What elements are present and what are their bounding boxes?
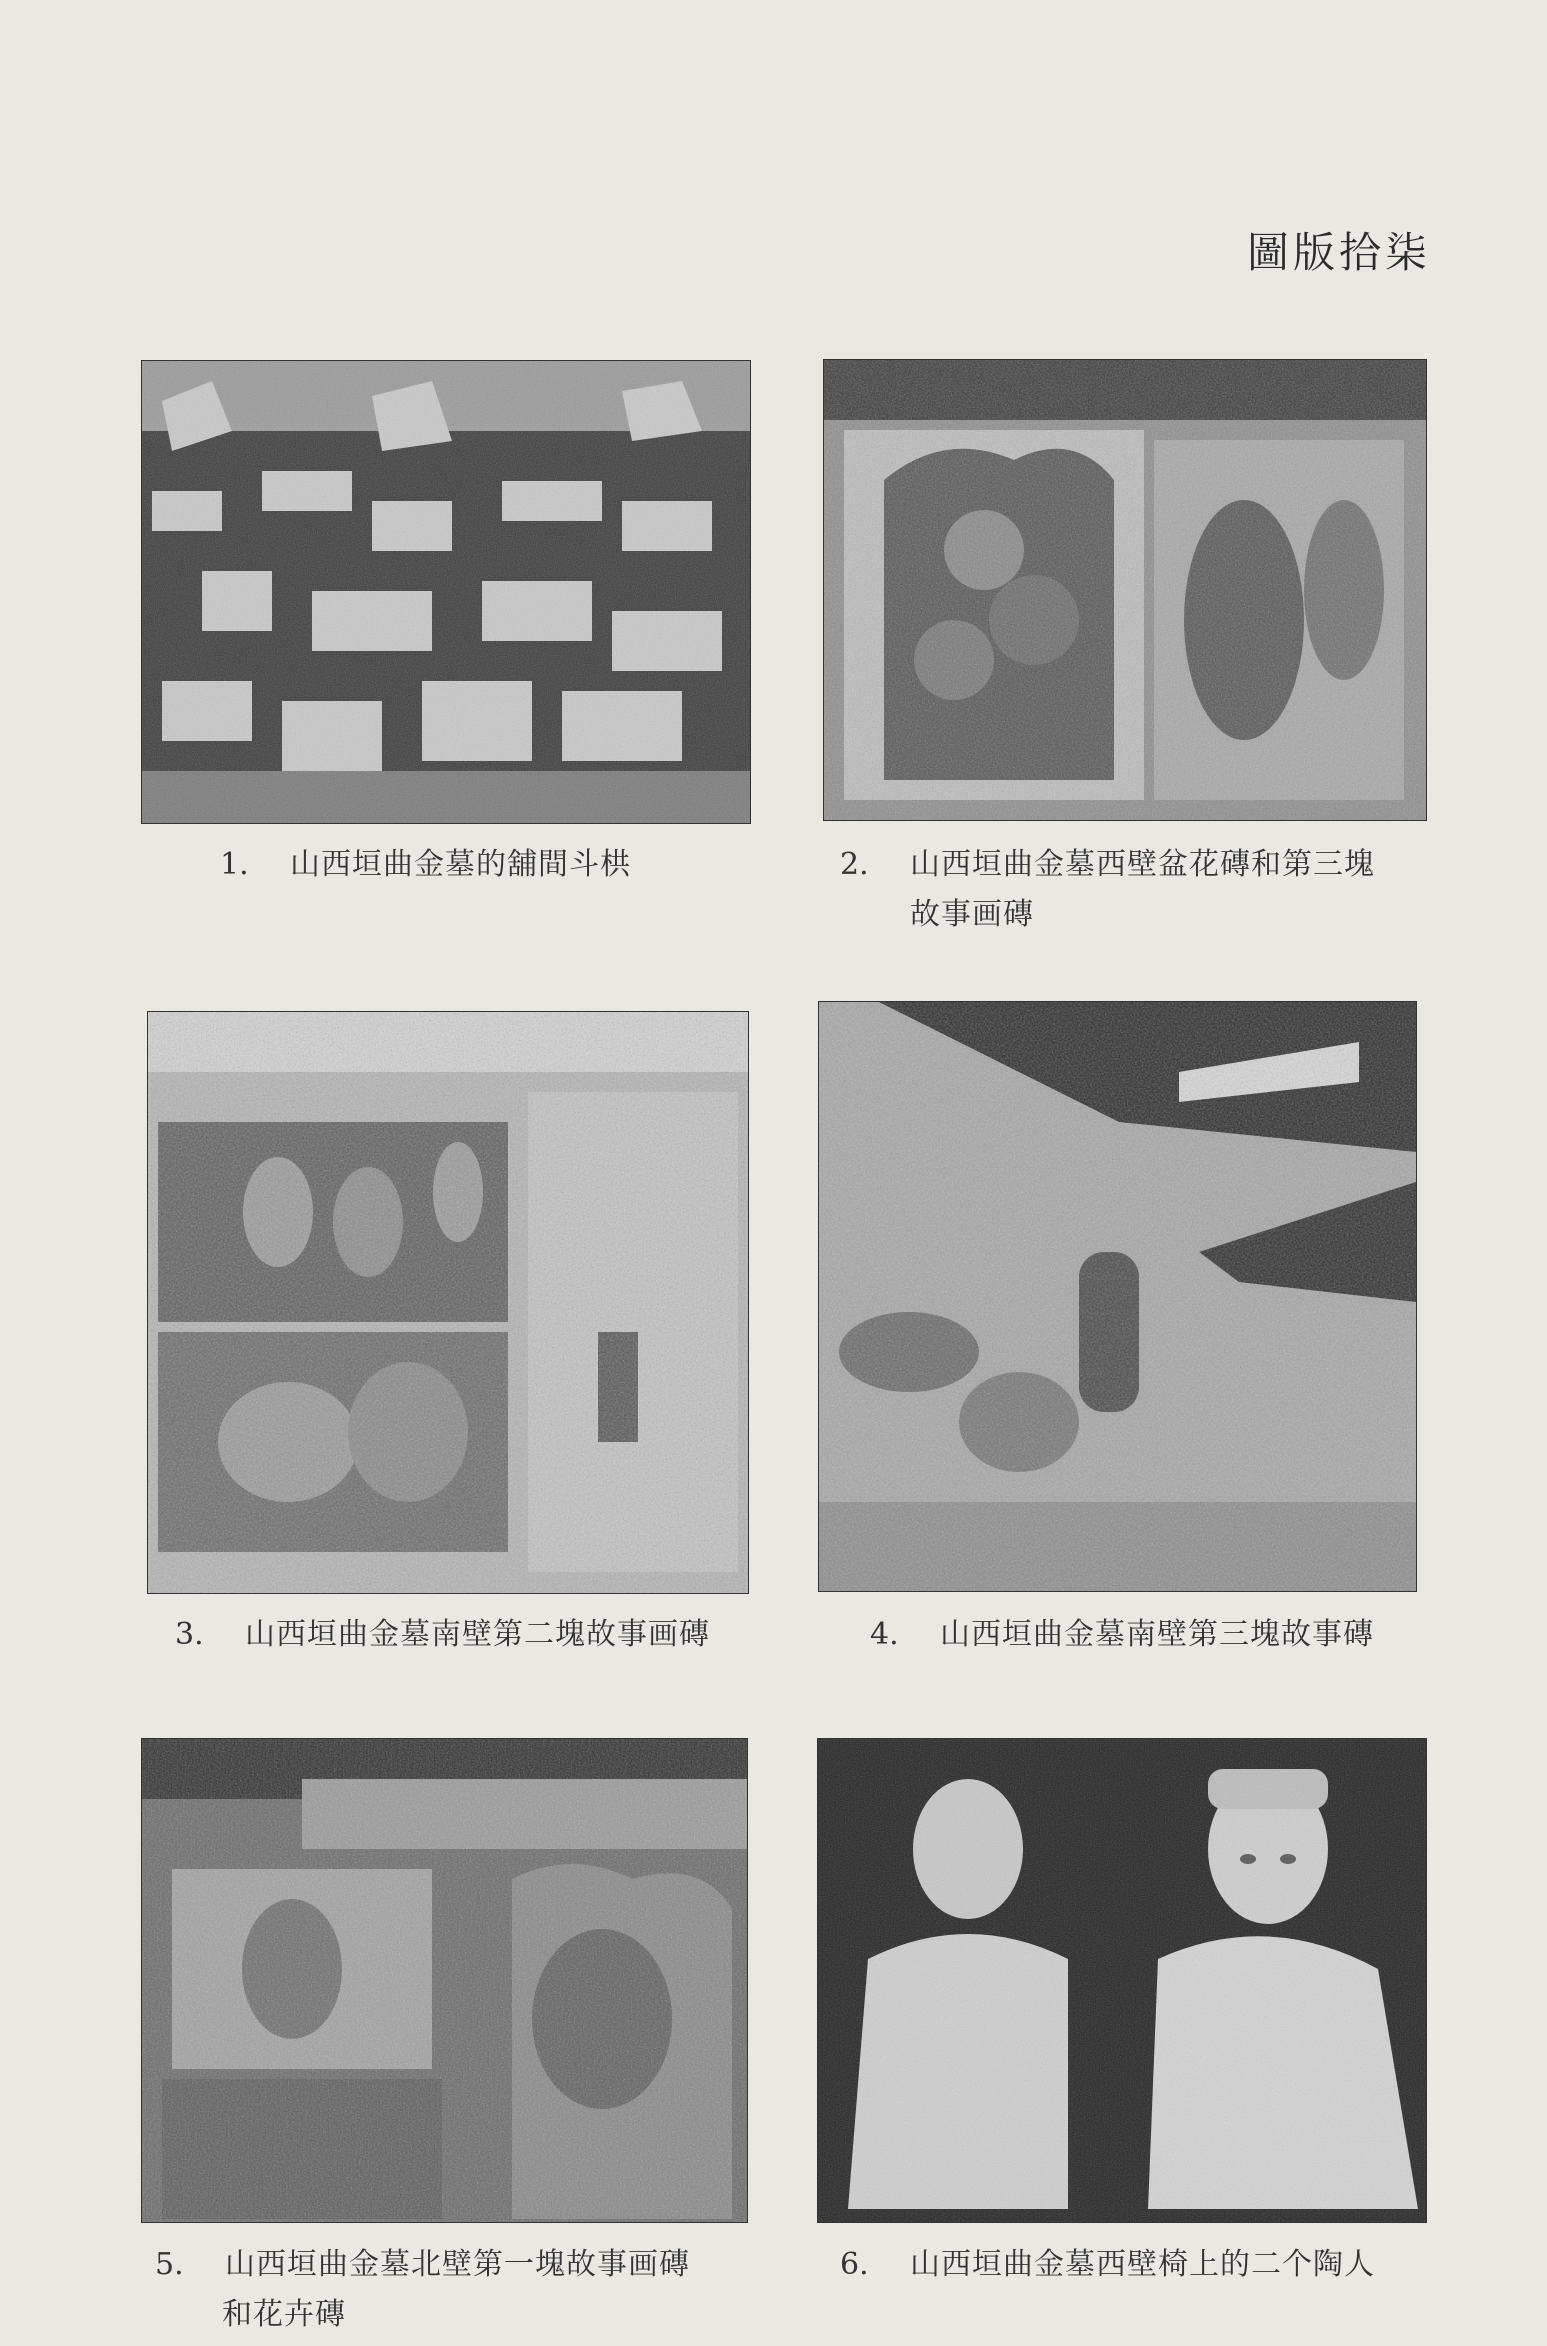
figure-3-text: 山西垣曲金墓南壁第二塊故事画磚	[245, 1617, 710, 1652]
figure-1-number: 1.	[220, 847, 249, 882]
figure-3-photo	[147, 1011, 749, 1594]
figure-2-caption-continued	[910, 890, 1034, 940]
figure-5-caption	[155, 2240, 690, 2290]
figure-4-photo	[818, 1001, 1417, 1592]
figure-2-text-continued: 故事画磚	[910, 897, 1034, 932]
figure-3-number: 3.	[175, 1617, 204, 1652]
figure-5-number: 5.	[155, 2247, 184, 2282]
figure-2-caption	[840, 840, 1375, 890]
figure-1-text: 山西垣曲金墓的舖間斗栱	[290, 847, 631, 882]
figure-4-text: 山西垣曲金墓南壁第三塊故事磚	[940, 1617, 1374, 1652]
figure-5-text-continued: 和花卉磚	[222, 2297, 346, 2332]
figure-2-text: 山西垣曲金墓西壁盆花磚和第三塊	[910, 847, 1375, 882]
figure-2-number: 2.	[840, 847, 869, 882]
figure-5-caption-continued	[222, 2290, 346, 2340]
figure-4-caption	[870, 1610, 1374, 1660]
figure-1-caption	[220, 840, 631, 890]
figure-6-text: 山西垣曲金墓西壁椅上的二个陶人	[910, 2247, 1375, 2282]
figure-5-photo	[141, 1738, 748, 2223]
figure-6-number: 6.	[840, 2247, 869, 2282]
figure-1-photo	[141, 360, 751, 824]
figure-5-text: 山西垣曲金墓北壁第一塊故事画磚	[225, 2247, 690, 2282]
figure-6-caption	[840, 2240, 1375, 2290]
figure-3-caption	[175, 1610, 710, 1660]
figure-2-photo	[823, 359, 1427, 821]
figure-6-photo	[817, 1738, 1427, 2223]
figure-4-number: 4.	[870, 1617, 899, 1652]
plate-title: 圖版拾柒	[1247, 228, 1432, 277]
